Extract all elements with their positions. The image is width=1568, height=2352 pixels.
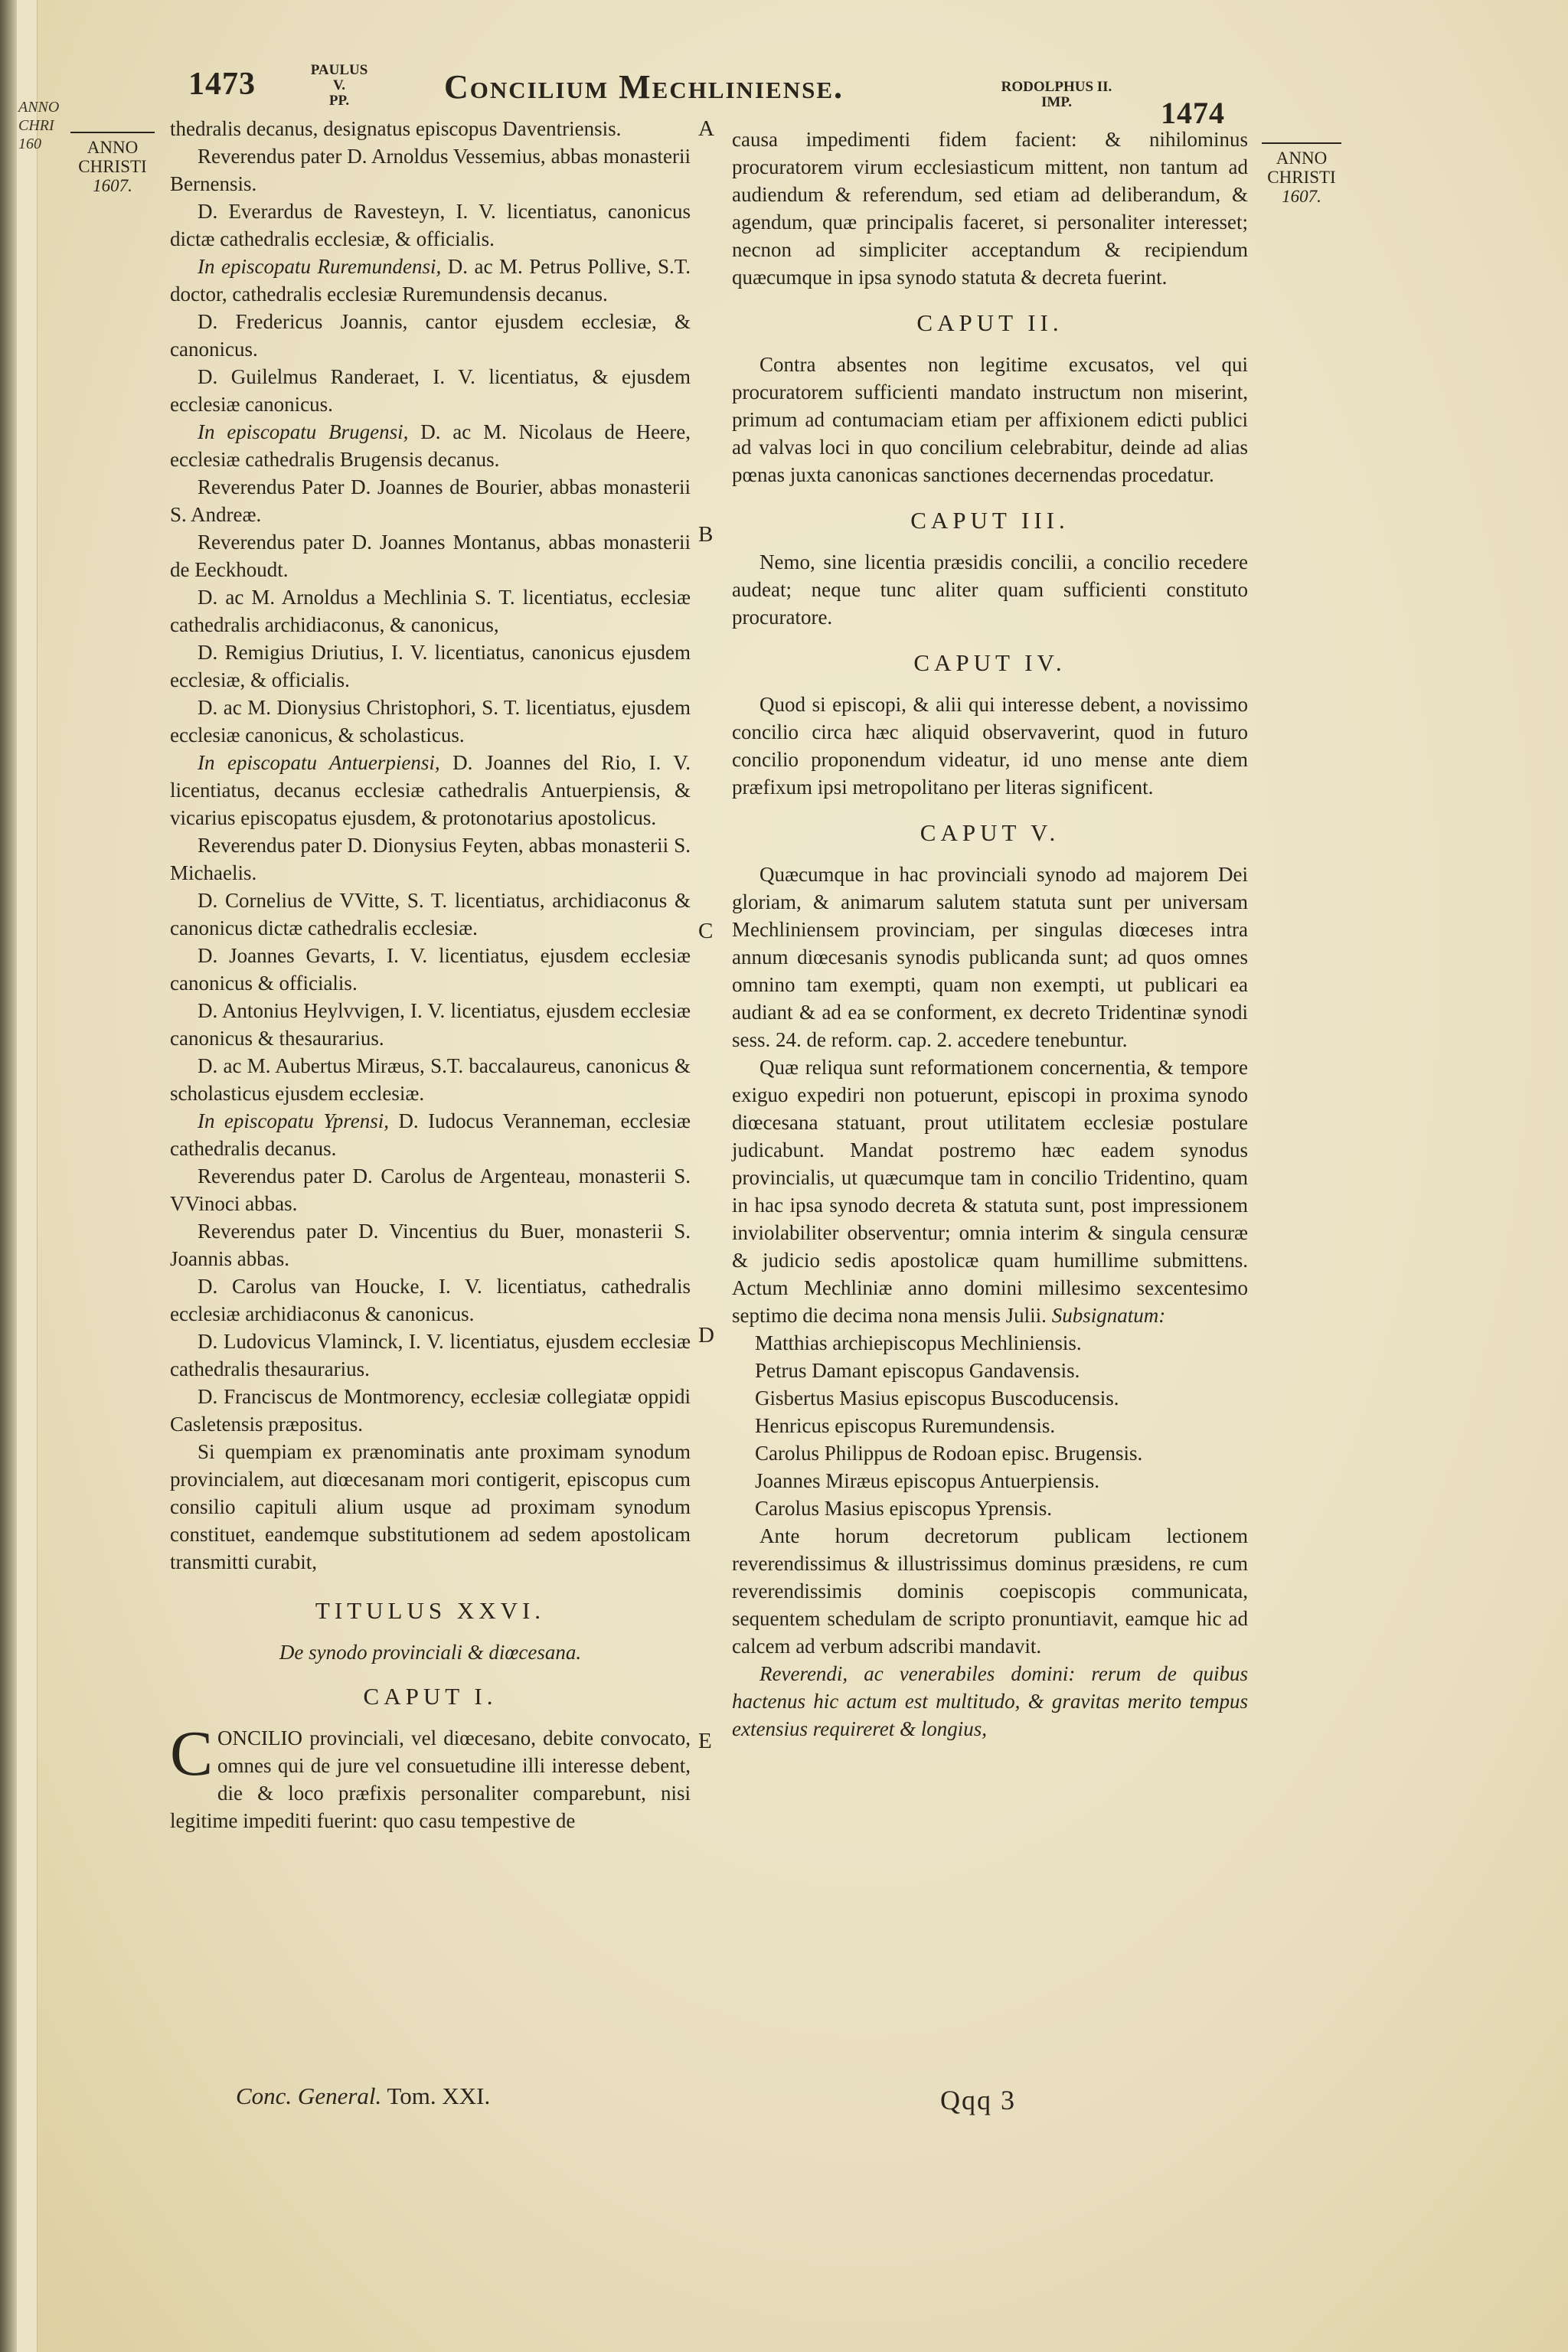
paragraph: Quæcumque in hac provinciali synodo ad majorem Dei gloriam, & animarum salutem statuta sunt per universam Mechliniensem provinciam, per singulas diœceses intra annum diœcesanis synodis publicanda sunt; ad quos omnes omnino tam exempti, quam non exempti, ut publicari ea audiant & ad ea se conforment, ex decreto Tridentinæ synodi sess. 24. de reform. cap. 2. accedere tenebuntur. [732, 863, 1248, 1051]
section-subtitle: De synodo provinciali & diœcesana. [279, 1641, 582, 1664]
diocese-label: In episcopatu Ruremundensi, [198, 255, 442, 278]
paragraph: Reverendus pater D. Dionysius Feyten, abbas monasterii S. Michaelis. [170, 834, 691, 884]
paragraph: D. Remigius Driutius, I. V. licentiatus, canonicus ejusdem ecclesiæ, & officialis. [170, 641, 691, 691]
chapter-heading: CAPUT I. [363, 1683, 498, 1710]
anno-rule [1262, 142, 1341, 144]
paragraph: D. ac M. Arnoldus a Mechlinia S. T. licentiatus, ecclesiæ cathedralis archidiaconus, & canonicus, [170, 586, 691, 636]
page-number-left: 1473 [188, 67, 256, 102]
paragraph: D. ac M. Aubertus Miræus, S.T. baccalaureus, canonicus & scholasticus ejusdem ecclesiæ. [170, 1054, 691, 1105]
anno-rule [70, 132, 155, 133]
paragraph: In episcopatu Yprensi, D. Iudocus Veranneman, ecclesiæ cathedralis decanus. [170, 1109, 691, 1160]
signatory: Carolus Masius episcopus Yprensis. [755, 1497, 1052, 1520]
paragraph: Ante horum decretorum publicam lectionem reverendissimus & illustrissimus dominus præsidens, re cum reverendissimis dominis coepiscopis communicata, sequentem schedulam de scripto pronuntiavit, eamque hic ad calcem ad verbum adscribi mandavit. [732, 1524, 1248, 1658]
diocese-label: In episcopatu Yprensi, [198, 1109, 390, 1132]
paragraph: In episcopatu Ruremundensi, D. ac M. Petrus Pollive, S.T. doctor, cathedralis ecclesiæ Ruremundensis decanus. [170, 255, 691, 305]
diocese-label: In episcopatu Antuerpiensi, [198, 751, 440, 774]
paragraph: D. Cornelius de VVitte, S. T. licentiatus, archidiaconus & canonicus dictæ cathedralis ecclesiæ. [170, 889, 691, 939]
signatory: Matthias archiepiscopus Mechliniensis. [755, 1331, 1082, 1354]
paragraph: In episcopatu Antuerpiensi, D. Joannes del Rio, I. V. licentiatus, decanus ecclesiæ cathedralis Antuerpiensis, & vicarius episcopatus ejusdem, & protonotarius apostolicus. [170, 751, 691, 829]
signatory: Petrus Damant episcopus Gandavensis. [755, 1359, 1080, 1382]
left-column [170, 115, 691, 1834]
margin-letter-e: E [698, 1729, 712, 1753]
paragraph: D. Antonius Heylvvigen, I. V. licentiatus, ejusdem ecclesiæ canonicus & thesaurarius. [170, 999, 691, 1050]
paragraph: D. ac M. Dionysius Christophori, S. T. licentiatus, ejusdem ecclesiæ canonicus, & scholasticus. [170, 696, 691, 746]
previous-page-anno: ANNO CHRI 160 [18, 99, 60, 152]
margin-letter-d: D [698, 1323, 714, 1348]
paragraph: D. Franciscus de Montmorency, ecclesiæ collegiatæ oppidi Casletensis præpositus. [170, 1385, 691, 1436]
chapter-heading: CAPUT II. [916, 309, 1063, 336]
paragraph: D. Joannes Gevarts, I. V. licentiatus, ejusdem ecclesiæ canonicus & officialis. [170, 944, 691, 995]
binding-gutter [0, 0, 17, 2352]
paragraph: causa impedimenti fidem facient: & nihilominus procuratorem virum ecclesiasticum mittent, non tantum ad audiendum & referendum, sed etiam ad deliberandum, & agendum, quæ principalis faceret, si personaliter interesset; necnon ad simpliciter acceptandum & recipiendum quæcumque in ipsa synodo statuta & decreta fuerint. [732, 128, 1248, 289]
section-title: TITULUS XXVI. [315, 1597, 546, 1624]
paragraph: thedralis decanus, designatus episcopus Daventriensis. [170, 117, 622, 140]
drop-cap: C [170, 1718, 214, 1789]
paragraph: Nemo, sine licentia præsidis concilii, a concilio recedere audeat; neque tunc aliter quam sufficienti constituto procuratore. [732, 550, 1248, 629]
paragraph: Reverendus pater D. Joannes Montanus, abbas monasterii de Eeckhoudt. [170, 531, 691, 581]
page-number-right: 1474 [1161, 96, 1225, 130]
signatory: Joannes Miræus episcopus Antuerpiensis. [755, 1469, 1099, 1492]
paragraph: Reverendus pater D. Vincentius du Buer, monasterii S. Joannis abbas. [170, 1220, 691, 1270]
paragraph: CONCILIO provinciali, vel diœcesano, debite convocato, omnes qui de jure vel consuetudine illi interesse debent, die & loco præfixis personaliter comparebunt, nisi legitime impediti fuerint: quo casu tempestive de [170, 1718, 691, 1832]
paragraph: Reverendus pater D. Carolus de Argenteau, monasterii S. VVinoci abbas. [170, 1165, 691, 1215]
running-title: Concilium Mechliniense. [444, 68, 844, 106]
margin-letter-b: B [698, 522, 714, 547]
paragraph: Reverendi, ac venerabiles domini: rerum de quibus hactenus hic actum est multitudo, & gravitas merito tempus extensius requireret & longius, [732, 1662, 1248, 1740]
paragraph: Reverendus Pater D. Joannes de Bourier, abbas monasterii S. Andreæ. [170, 475, 691, 526]
paragraph: Quod si episcopi, & alii qui interesse debent, a novissimo concilio circa hæc aliquid observaverint, quod in futuro concilio proponendum videatur, id uno mense ante diem præfixum ipsi metropolitano per literas significent. [732, 693, 1248, 799]
anno-christi-left: ANNO CHRISTI 1607. [70, 132, 155, 195]
header-emperor: RODOLPHUS II. IMP. [1001, 79, 1112, 110]
signatory: Carolus Philippus de Rodoan episc. Brugensis. [755, 1442, 1143, 1465]
chapter-heading: CAPUT III. [910, 507, 1070, 534]
paragraph: D. Carolus van Houcke, I. V. licentiatus, cathedralis ecclesiæ archidiaconus & canonicus. [170, 1275, 691, 1325]
header-pope: PAULUS V. PP. [310, 62, 368, 109]
paragraph: Reverendus pater D. Arnoldus Vessemius, abbas monasterii Bernensis. [170, 145, 691, 195]
chapter-heading: CAPUT V. [920, 819, 1060, 846]
footer-volume: Conc. General. Tom. XXI. [236, 2082, 491, 2109]
paragraph: In episcopatu Brugensi, D. ac M. Nicolaus de Heere, ecclesiæ cathedralis Brugensis decanus. [170, 420, 691, 471]
paragraph: D. Everardus de Ravesteyn, I. V. licentiatus, canonicus dictæ cathedralis ecclesiæ, & officialis. [170, 200, 691, 250]
footer-signature-mark: Qqq 3 [940, 2085, 1016, 2115]
signatory: Gisbertus Masius episcopus Buscoducensis. [755, 1387, 1119, 1410]
signatory: Henricus episcopus Ruremundensis. [755, 1414, 1056, 1437]
margin-letter-a: A [698, 116, 714, 141]
anno-christi-right: ANNO CHRISTI 1607. [1262, 142, 1341, 206]
margin-letter-c: C [698, 919, 714, 943]
paragraph: D. Ludovicus Vlaminck, I. V. licentiatus, ejusdem ecclesiæ cathedralis thesaurarius. [170, 1330, 691, 1380]
paragraph: D. Fredericus Joannis, cantor ejusdem ecclesiæ, & canonicus. [170, 310, 691, 361]
paragraph: Si quempiam ex prænominatis ante proximam synodum provincialem, aut diœcesanam mori contigerit, episcopus cum consilio capituli alium usque ad proximam synodum constituet, eandemque substitutionem ad sedem apostolicam transmitti curabit, [170, 1440, 691, 1573]
subsignatum-label: Subsignatum: [1046, 1304, 1166, 1327]
diocese-label: In episcopatu Brugensi, [198, 420, 409, 443]
chapter-heading: CAPUT IV. [913, 649, 1067, 676]
paragraph: D. Guilelmus Randeraet, I. V. licentiatus, & ejusdem ecclesiæ canonicus. [170, 365, 691, 416]
paragraph: Contra absentes non legitime excusatos, vel qui procuratorem sufficienti mandato instructum non miserint, primum ad contumaciam etiam per affixionem edicti publici ad valvas loci in quo concilium celebrabitur, deinde ad alias pœnas juxta canonicas sanctiones decernendas procedatur. [732, 353, 1248, 486]
right-column [732, 126, 1248, 1743]
paragraph: Quæ reliqua sunt reformationem concernentia, & tempore exiguo expediri non potuerunt, episcopi in proxima synodo diœcesana statuant, prout utilitatem ecclesiæ postulare judicabunt. Mandat postremo hæc eadem synodus provincialis, ut quæcumque tam in concilio Tridentino, quam in hac ipsa synodo decreta & statuta sunt, post impressionem inviolabiliter observentur; omnia interim & singula censuræ & judicio sedis apostolicæ quam humillime submittens. Actum Mechliniæ anno domini millesimo sexcentesimo septimo die decima nona mensis Julii. Subsignatum: [732, 1056, 1248, 1327]
